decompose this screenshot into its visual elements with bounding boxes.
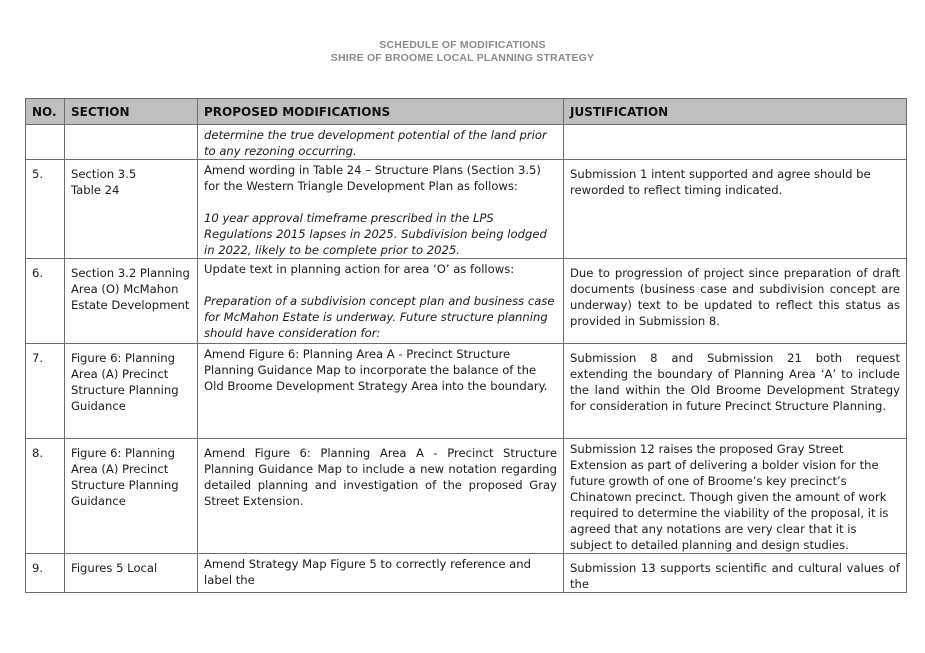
section-line: Structure Planning xyxy=(71,383,179,397)
section-line: Area (A) Precinct xyxy=(71,462,169,476)
cell-modification xyxy=(198,160,564,259)
cell-no: 7. xyxy=(26,344,65,439)
cell-no: 9. xyxy=(26,554,65,593)
cell-no: 8. xyxy=(26,439,65,554)
cell-section xyxy=(65,160,198,259)
section-line: Area (O) McMahon xyxy=(71,282,179,296)
cell-section xyxy=(65,344,198,439)
cell-modification: Amend Figure 6: Planning Area A - Precinct Structure Planning Guidance Map to incorporate the balance of the Old Broome Development Strategy Area into the boundary. xyxy=(198,344,564,439)
cell-modification xyxy=(198,125,564,160)
cell-justification: Due to progression of project since preparation of draft documents (business case and subdivision concept are underway) text to be updated to reflect this status as provided in Submission 8. xyxy=(564,259,907,344)
section-line: Area (A) Precinct xyxy=(71,367,169,381)
cell-justification xyxy=(564,125,907,160)
section-line: Figure 6: Planning xyxy=(71,446,175,460)
table-row-7 xyxy=(26,344,907,439)
section-line: Estate Development xyxy=(71,298,190,312)
table-row-8 xyxy=(26,439,907,554)
table-row-continued xyxy=(26,125,907,160)
section-line: Structure Planning xyxy=(71,478,179,492)
cell-no: 6. xyxy=(26,259,65,344)
section-line: Figures 5 Local xyxy=(71,561,158,575)
cell-section xyxy=(65,259,198,344)
column-header-proposed-modifications: PROPOSED MODIFICATIONS xyxy=(198,99,564,125)
modification-text: Amend wording in Table 24 – Structure Plans (Section 3.5) for the Western Triangle Development Plan as follows: xyxy=(204,163,541,193)
cell-justification: Submission 1 intent supported and agree should be reworded to reflect timing indicated. xyxy=(564,160,907,259)
cell-section xyxy=(65,125,198,160)
cell-section xyxy=(65,554,198,593)
cell-modification: Amend Strategy Map Figure 5 to correctly reference and label the xyxy=(198,554,564,593)
table-header-row xyxy=(26,99,907,125)
modification-italic-text: 10 year approval timeframe prescribed in the LPS Regulations 2015 lapses in 2025. Subdivision being lodged in 2022, likely to be complete prior to 2025. xyxy=(204,211,547,257)
modification-text: Update text in planning action for area ‘O’ as follows: xyxy=(204,262,515,276)
cell-justification: Submission 12 raises the proposed Gray Street Extension as part of delivering a bolder vision for the future growth of one of Broome’s key precinct’s Chinatown precinct. Though given the amount of work required to determine the viability of the proposal, it is agreed that any notations are very clear that it is subject to detailed planning and design studies. xyxy=(564,439,907,554)
column-header-justification: JUSTIFICATION xyxy=(564,99,907,125)
modification-italic-text: determine the true development potential of the land prior to any rezoning occurring. xyxy=(204,128,547,158)
cell-modification: Amend Figure 6: Planning Area A - Precinct Structure Planning Guidance Map to include a new notation regarding detailed planning and investigation of the proposed Gray Street Extension. xyxy=(198,439,564,554)
section-line: Figure 6: Planning xyxy=(71,351,175,365)
section-line: Table 24 xyxy=(71,183,120,197)
table-row-6 xyxy=(26,259,907,344)
document-header-title: SCHEDULE OF MODIFICATIONS xyxy=(379,39,546,51)
cell-no: 5. xyxy=(26,160,65,259)
column-header-no: NO. xyxy=(26,99,65,125)
cell-modification xyxy=(198,259,564,344)
cell-no xyxy=(26,125,65,160)
column-header-section: SECTION xyxy=(65,99,198,125)
modifications-table xyxy=(25,98,907,593)
modification-italic-text: Preparation of a subdivision concept plan and business case for McMahon Estate is underway. Future structure planning should have consideration for: xyxy=(204,294,555,340)
section-line: Guidance xyxy=(71,399,126,413)
section-line: Section 3.5 xyxy=(71,167,137,181)
table-row-9 xyxy=(26,554,907,593)
cell-justification: Submission 8 and Submission 21 both request extending the boundary of Planning Area ‘A’ to include the land within the Old Broome Development Strategy for consideration in future Precinct Structure Planning. xyxy=(564,344,907,439)
document-header-subtitle: SHIRE OF BROOME LOCAL PLANNING STRATEGY xyxy=(330,52,595,64)
cell-section xyxy=(65,439,198,554)
cell-justification: Submission 13 supports scientific and cultural values of the xyxy=(564,554,907,593)
section-line: Section 3.2 Planning xyxy=(71,266,190,280)
table-row-5 xyxy=(26,160,907,259)
section-line: Guidance xyxy=(71,494,126,508)
